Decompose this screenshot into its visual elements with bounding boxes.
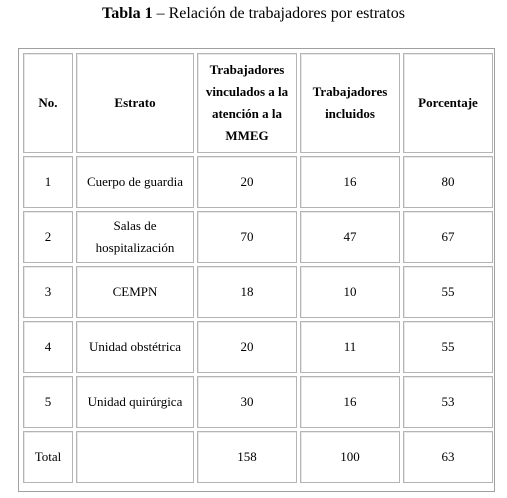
cell-porcentaje: 80: [403, 156, 493, 208]
header-no: No.: [23, 53, 73, 153]
header-estrato: Estrato: [76, 53, 194, 153]
cell-total-porcentaje: 63: [403, 431, 493, 483]
cell-no: 2: [23, 211, 73, 263]
cell-no: 5: [23, 376, 73, 428]
table-row: [23, 211, 493, 263]
cell-no: 4: [23, 321, 73, 373]
strata-table: [20, 50, 496, 486]
table-row: [23, 156, 493, 208]
cell-estrato: CEMPN: [76, 266, 194, 318]
caption-text: – Relación de trabajadores por estratos: [152, 5, 405, 22]
cell-no: 1: [23, 156, 73, 208]
table-row: [23, 376, 493, 428]
cell-total-vinculados: 158: [197, 431, 297, 483]
cell-porcentaje: 55: [403, 266, 493, 318]
cell-vinculados: 70: [197, 211, 297, 263]
cell-porcentaje: 55: [403, 321, 493, 373]
total-row: [23, 431, 493, 483]
cell-total-estrato: [76, 431, 194, 483]
cell-estrato: Unidad obstétrica: [76, 321, 194, 373]
cell-incluidos: 16: [300, 156, 400, 208]
cell-porcentaje: 67: [403, 211, 493, 263]
cell-total-label: Total: [23, 431, 73, 483]
cell-incluidos: 47: [300, 211, 400, 263]
table-row: [23, 266, 493, 318]
cell-vinculados: 18: [197, 266, 297, 318]
cell-vinculados: 20: [197, 321, 297, 373]
cell-estrato: Cuerpo de guardia: [76, 156, 194, 208]
cell-vinculados: 20: [197, 156, 297, 208]
cell-total-incluidos: 100: [300, 431, 400, 483]
cell-no: 3: [23, 266, 73, 318]
table-caption: [0, 4, 507, 24]
cell-porcentaje: 53: [403, 376, 493, 428]
header-row: [23, 53, 493, 153]
table-row: [23, 321, 493, 373]
cell-incluidos: 10: [300, 266, 400, 318]
caption-label: Tabla 1: [102, 5, 153, 22]
header-incluidos: Trabajadores incluidos: [300, 53, 400, 153]
cell-estrato: Salas de hospitalización: [76, 211, 194, 263]
header-vinculados: Trabajadores vinculados a la atención a la MMEG: [197, 53, 297, 153]
cell-incluidos: 11: [300, 321, 400, 373]
cell-incluidos: 16: [300, 376, 400, 428]
cell-estrato: Unidad quirúrgica: [76, 376, 194, 428]
cell-vinculados: 30: [197, 376, 297, 428]
header-porcentaje: Porcentaje: [403, 53, 493, 153]
